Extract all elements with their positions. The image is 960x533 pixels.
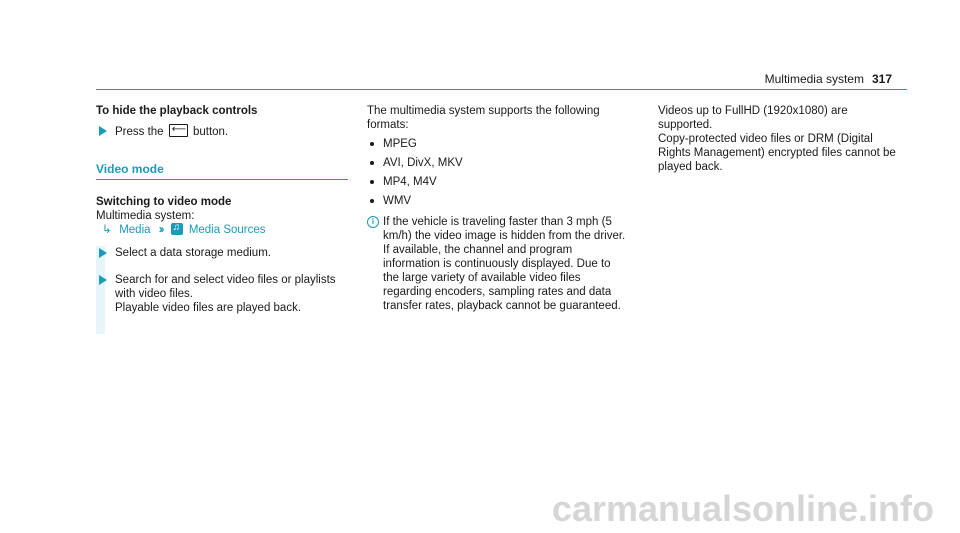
list-item xyxy=(367,156,629,170)
button-text: button. xyxy=(192,126,229,138)
press-text: Press the xyxy=(115,126,164,138)
path-media-sources[interactable]: Media Sources xyxy=(188,224,266,236)
video-mode-section xyxy=(96,162,348,180)
menu-path xyxy=(96,223,348,237)
header-section-title: Multimedia system xyxy=(764,72,864,86)
double-chevron-icon: ›› xyxy=(158,224,163,236)
hide-controls-title: To hide the playback controls xyxy=(96,105,258,117)
column-middle xyxy=(367,104,629,313)
media-sources-icon: ♫ xyxy=(171,223,183,235)
back-arrow-icon: ⟵ xyxy=(169,124,188,137)
step-text: Search for and select video files or playlists with video files. xyxy=(115,274,336,300)
column-right xyxy=(658,104,898,174)
watermark: carmanualsonline.info xyxy=(551,488,934,529)
info-note xyxy=(367,215,629,313)
step-search-files xyxy=(96,273,348,315)
path-media[interactable]: Media xyxy=(119,224,151,236)
multimedia-line: Multimedia system: xyxy=(96,210,195,222)
section-title: Video mode xyxy=(96,162,164,176)
step-arrow-icon xyxy=(99,275,107,285)
step-text: Select a data storage medium. xyxy=(115,247,271,259)
list-item xyxy=(367,137,629,151)
press-back-step xyxy=(96,124,348,139)
header-rule xyxy=(96,89,907,90)
switch-title: Switching to video mode xyxy=(96,196,232,208)
step-result: Playable video files are played back. xyxy=(115,302,302,314)
step-arrow-icon xyxy=(99,126,107,136)
step-arrow-icon xyxy=(99,248,107,258)
format-label: AVI, DivX, MKV xyxy=(383,157,463,169)
step-select-medium xyxy=(96,246,348,260)
info-icon: i xyxy=(367,216,379,228)
steps-block xyxy=(96,246,348,315)
bullet-icon xyxy=(370,199,374,203)
page-number: 317 xyxy=(871,72,892,86)
format-label: WMV xyxy=(383,195,412,207)
enter-arrow-icon: ↳ xyxy=(102,224,112,236)
page-header xyxy=(765,72,892,86)
format-label: MPEG xyxy=(383,138,417,150)
drm-paragraph: Copy-protected video files or DRM (Digital Rights Management) encrypted files cannot be played back. xyxy=(658,133,896,173)
bullet-icon xyxy=(370,161,374,165)
format-label: MP4, M4V xyxy=(383,176,437,188)
formats-intro: The multimedia system supports the following formats: xyxy=(367,105,600,131)
bullet-icon xyxy=(370,180,374,184)
bullet-icon xyxy=(370,142,374,146)
note-text: If the vehicle is traveling faster than 3 mph (5 km/h) the video image is hidden from the driver. If available, the channel and program information is continuously displayed. Due to the large variety of available video files regarding encoders, sampling rates and data transfer rates, playback cannot be guaranteed. xyxy=(383,216,626,312)
formats-list xyxy=(367,137,629,208)
section-rule xyxy=(96,179,348,180)
column-left xyxy=(96,104,348,315)
fullhd-paragraph: Videos up to FullHD (1920x1080) are supported. xyxy=(658,105,848,131)
list-item xyxy=(367,194,629,208)
list-item xyxy=(367,175,629,189)
